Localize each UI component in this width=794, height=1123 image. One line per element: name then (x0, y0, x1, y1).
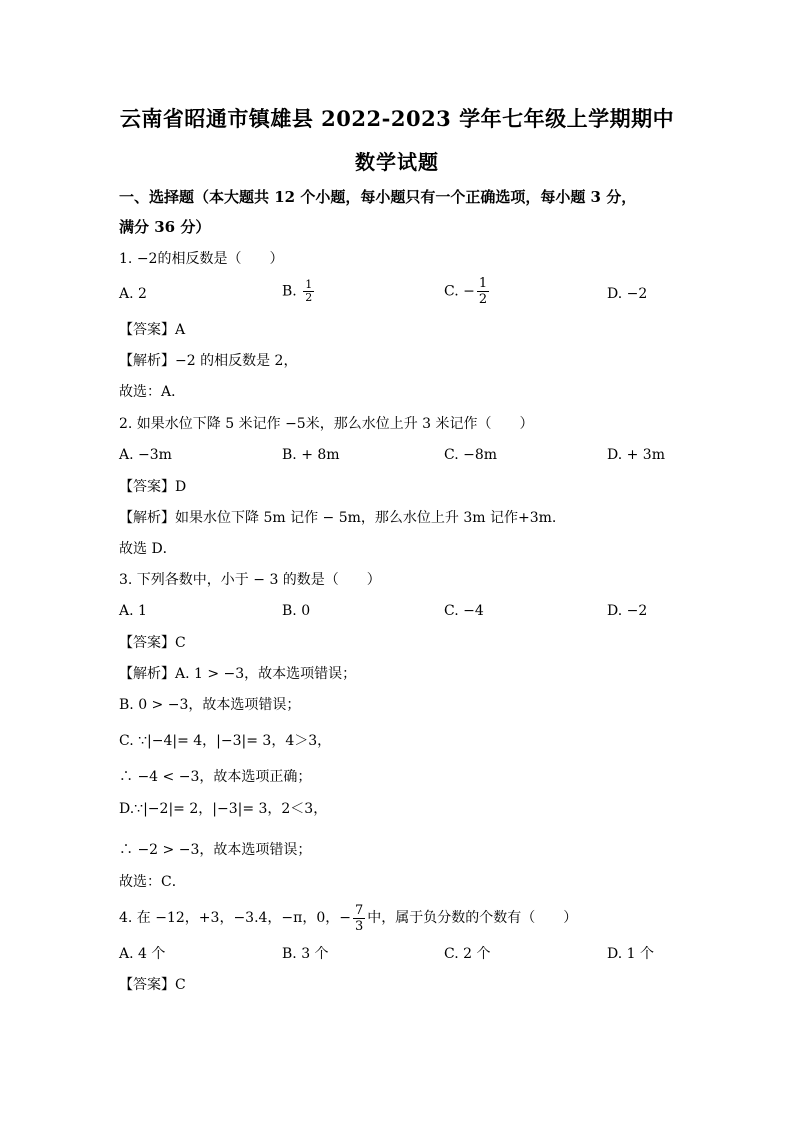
q3-option-b: B. 0 (282, 603, 311, 619)
fraction-denominator: 3 (355, 918, 364, 934)
q3-analysis-6: ∴ −2 > −3，故本选项错误； (119, 842, 312, 858)
q4-option-d: D. 1 个 (607, 946, 654, 962)
fraction-denominator: 2 (478, 292, 488, 307)
sign: − (463, 283, 475, 300)
q2-conclusion: 故选 D． (119, 541, 177, 557)
fraction-denominator: 2 (305, 291, 313, 304)
page-title: 云南省昭通市镇雄县 2022-2023 学年七年级上学期期中 (119, 106, 675, 131)
q2-option-c: C. −8m (444, 447, 498, 463)
option-label: B. (282, 283, 297, 300)
question-value: −2 (136, 251, 158, 267)
fraction (477, 276, 489, 307)
q1-answer: 【答案】A (119, 322, 186, 338)
q1-option-d: D. −2 (607, 286, 648, 302)
q1-conclusion: 故选：A． (119, 384, 186, 400)
fraction-numerator: 1 (305, 278, 313, 291)
section-heading: 一、选择题（本大题共 12 个小题，每小题只有一个正确选项，每小题 3 分， (119, 188, 637, 206)
question-3-stem: 3. 下列各数中，小于 − 3 的数是（ ） (119, 572, 381, 588)
question-text: 4. 在 −12，+3，−3.4，−π，0，− (119, 910, 352, 926)
option-label: C. (444, 283, 459, 300)
q3-option-a: A. 1 (119, 603, 147, 619)
section-heading-cont: 满分 36 分） (119, 218, 211, 236)
q1-analysis: 【解析】−2 的相反数是 2， (119, 353, 298, 369)
page-subtitle: 数学试题 (355, 150, 439, 174)
q3-analysis-1: 【解析】A. 1 > −3，故本选项错误； (119, 666, 357, 682)
q1-option-b (282, 279, 316, 304)
q3-analysis-5: D.∵|−2|= 2，|−3|= 3，2＜3， (119, 801, 328, 817)
q4-option-a: A. 4 个 (119, 946, 166, 962)
q4-option-b: B. 3 个 (282, 946, 329, 962)
fraction-numerator: 7 (355, 902, 364, 918)
q2-option-a: A. −3m (119, 447, 172, 463)
q3-analysis-4: ∴ −4 < −3，故本选项正确； (119, 769, 312, 785)
q3-option-c: C. −4 (444, 603, 484, 619)
fraction (303, 279, 314, 304)
q2-analysis: 【解析】如果水位下降 5m 记作 − 5m，那么水位上升 3m 记作+3m. (119, 510, 557, 526)
q3-answer: 【答案】C (119, 635, 186, 651)
q3-option-d: D. −2 (607, 603, 648, 619)
q2-option-b: B. + 8m (282, 447, 340, 463)
q1-option-c (444, 276, 491, 307)
fraction-numerator: 1 (478, 276, 488, 291)
q3-conclusion: 故选：C． (119, 874, 186, 890)
question-text: 的相反数是（ ） (157, 251, 284, 267)
q3-analysis-3: C. ∵|−4|= 4，|−3|= 3，4＞3， (119, 733, 332, 749)
fraction (353, 903, 365, 934)
question-2-stem: 2. 如果水位下降 5 米记作 −5米，那么水位上升 3 米记作（ ） (119, 416, 534, 432)
q4-answer: 【答案】C (119, 977, 186, 993)
q3-analysis-2: B. 0 > −3，故本选项错误； (119, 697, 301, 713)
q4-option-c: C. 2 个 (444, 946, 491, 962)
question-1-stem (119, 250, 283, 268)
question-number: 1. (119, 251, 133, 267)
q2-option-d: D. + 3m (607, 447, 665, 463)
q2-answer: 【答案】D (119, 479, 187, 495)
q1-option-a: A. 2 (119, 286, 147, 302)
question-4-stem (119, 901, 577, 935)
question-text-end: 中，属于负分数的个数有（ ） (367, 910, 578, 926)
